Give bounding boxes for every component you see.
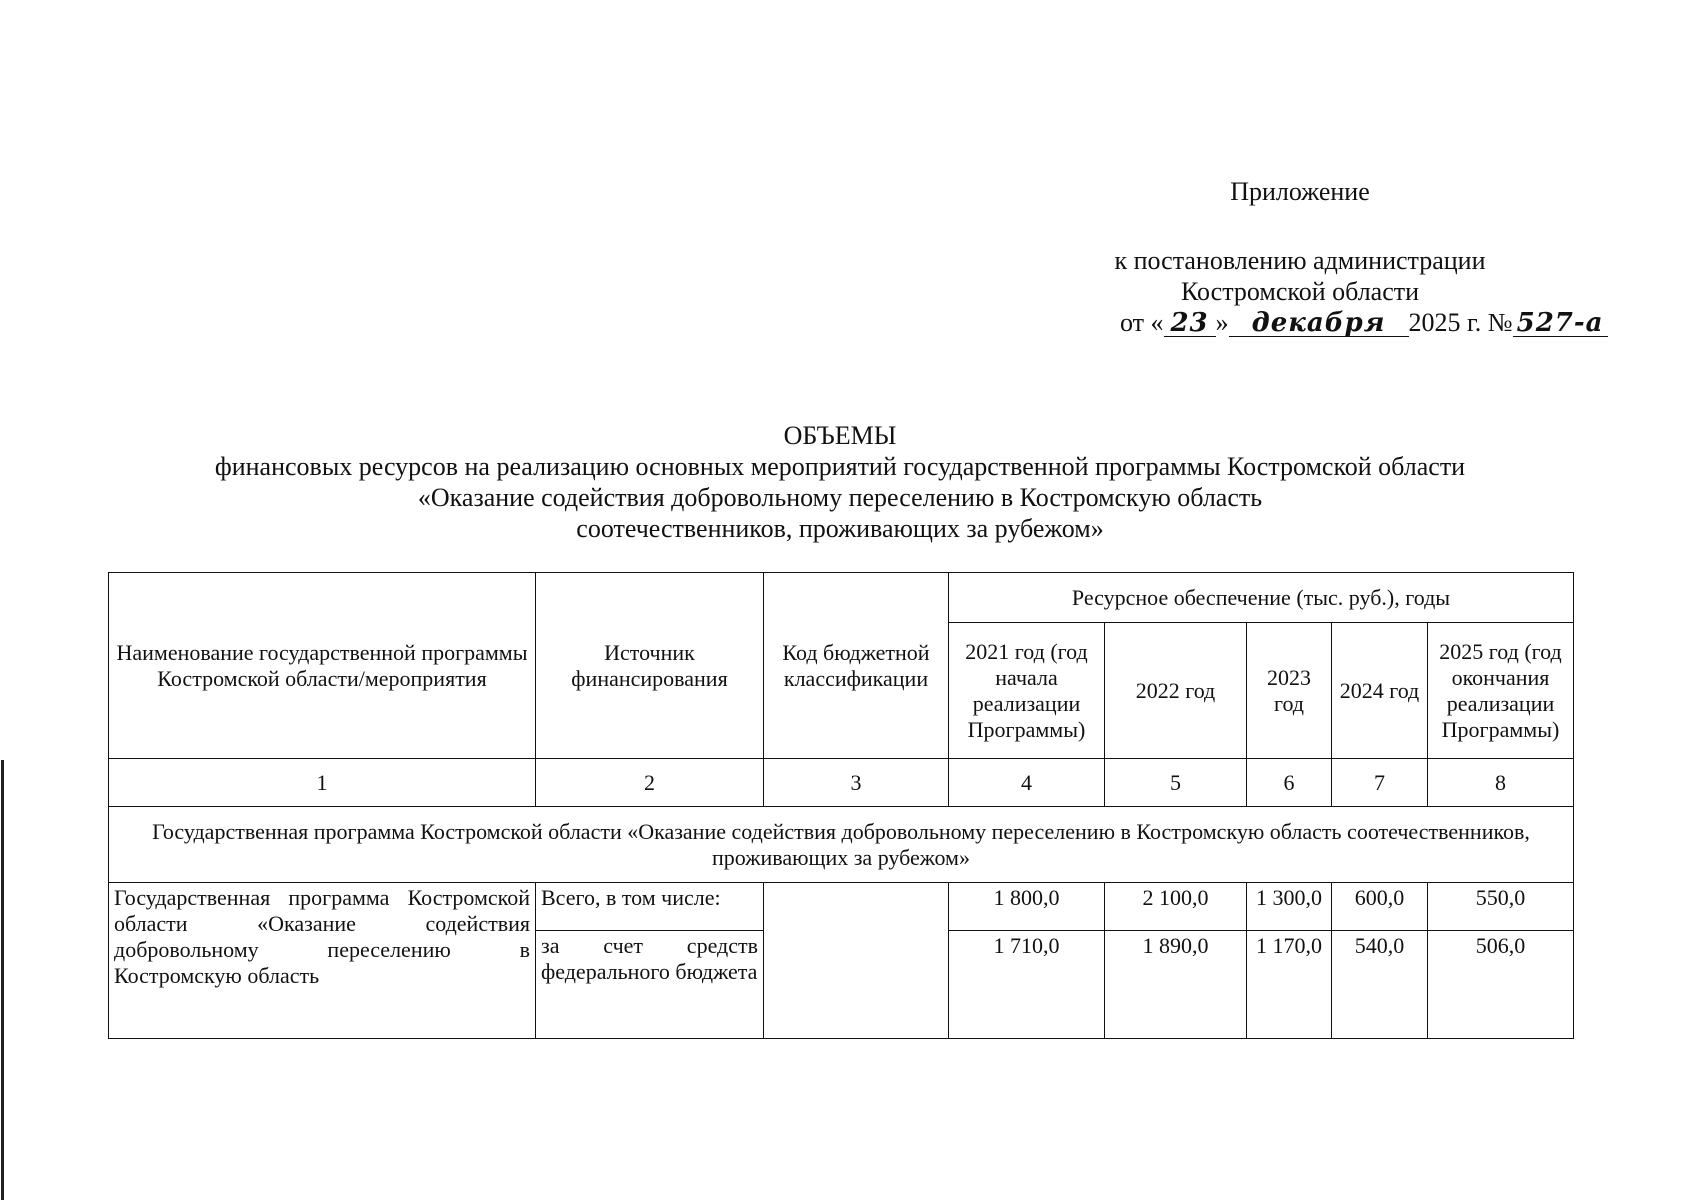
handwritten-month: декабря <box>1229 310 1409 337</box>
column-number: 8 <box>1428 759 1574 807</box>
header-year-2024: 2024 год <box>1332 623 1428 759</box>
value-cell: 600,0 <box>1332 883 1428 931</box>
value-cell: 1 710,0 <box>949 931 1105 1039</box>
value-cell: 550,0 <box>1428 883 1574 931</box>
value-cell: 2 100,0 <box>1105 883 1247 931</box>
appendix-date-line <box>1050 307 1604 338</box>
value-cell: 1 890,0 <box>1105 931 1247 1039</box>
column-number: 5 <box>1105 759 1247 807</box>
row-source: Всего, в том числе: <box>536 883 764 931</box>
value-cell: 506,0 <box>1428 931 1574 1039</box>
value-cell: 1 170,0 <box>1247 931 1332 1039</box>
scan-edge-line <box>1 760 4 1200</box>
handwritten-number: 527-а <box>1513 310 1608 337</box>
document-heading <box>100 420 1580 544</box>
heading-line-3: соотечественников, проживающих за рубежом» <box>576 514 1104 543</box>
row-source: за счет средств федерального бюджета <box>536 931 764 1039</box>
column-number: 4 <box>949 759 1105 807</box>
header-code: Код бюджетной классификации <box>764 573 949 759</box>
header-year-2022: 2022 год <box>1105 623 1247 759</box>
heading-line-1: финансовых ресурсов на реализацию основных мероприятий государственной программы Костромской области <box>214 452 1466 481</box>
appendix-block <box>1050 176 1604 338</box>
header-name: Наименование государственной программы Костромской области/мероприятия <box>109 573 536 759</box>
header-year-2023: 2023 год <box>1247 623 1332 759</box>
value-cell: 540,0 <box>1332 931 1428 1039</box>
appendix-line-2: Костромской области <box>1180 277 1420 306</box>
heading-line-2: «Оказание содействия добровольному переселению в Костромскую область <box>417 483 1263 512</box>
column-number: 6 <box>1247 759 1332 807</box>
value-cell: 1 800,0 <box>949 883 1105 931</box>
date-prefix: от « <box>1120 308 1164 337</box>
column-number: 7 <box>1332 759 1428 807</box>
finance-table <box>108 572 1574 1039</box>
appendix-line-1: к постановлению администрации <box>1114 246 1486 275</box>
header-year-2021: 2021 год (год начала реализации Программы) <box>949 623 1105 759</box>
appendix-title: Приложение <box>1230 177 1370 206</box>
value-cell: 1 300,0 <box>1247 883 1332 931</box>
year-text: 2025 г. № <box>1408 308 1513 337</box>
handwritten-day: 23 <box>1164 310 1216 337</box>
section-title-row: Государственная программа Костромской области «Оказание содействия добровольному переселению в Костромскую область соотечественников, проживающих за рубежом» <box>109 807 1574 883</box>
date-mid: » <box>1215 308 1229 337</box>
header-resources: Ресурсное обеспечение (тыс. руб.), годы <box>949 573 1574 623</box>
header-source: Источник финансирования <box>536 573 764 759</box>
program-name-cell: Государственная программа Костромской области «Оказание содействия добровольному переселению в Костромскую область <box>109 883 536 1039</box>
budget-code-cell <box>764 883 949 1039</box>
header-year-2025: 2025 год (год окончания реализации Программы) <box>1428 623 1574 759</box>
column-number: 3 <box>764 759 949 807</box>
heading-title: ОБЪЕМЫ <box>783 421 897 450</box>
column-number: 2 <box>536 759 764 807</box>
column-number: 1 <box>109 759 536 807</box>
